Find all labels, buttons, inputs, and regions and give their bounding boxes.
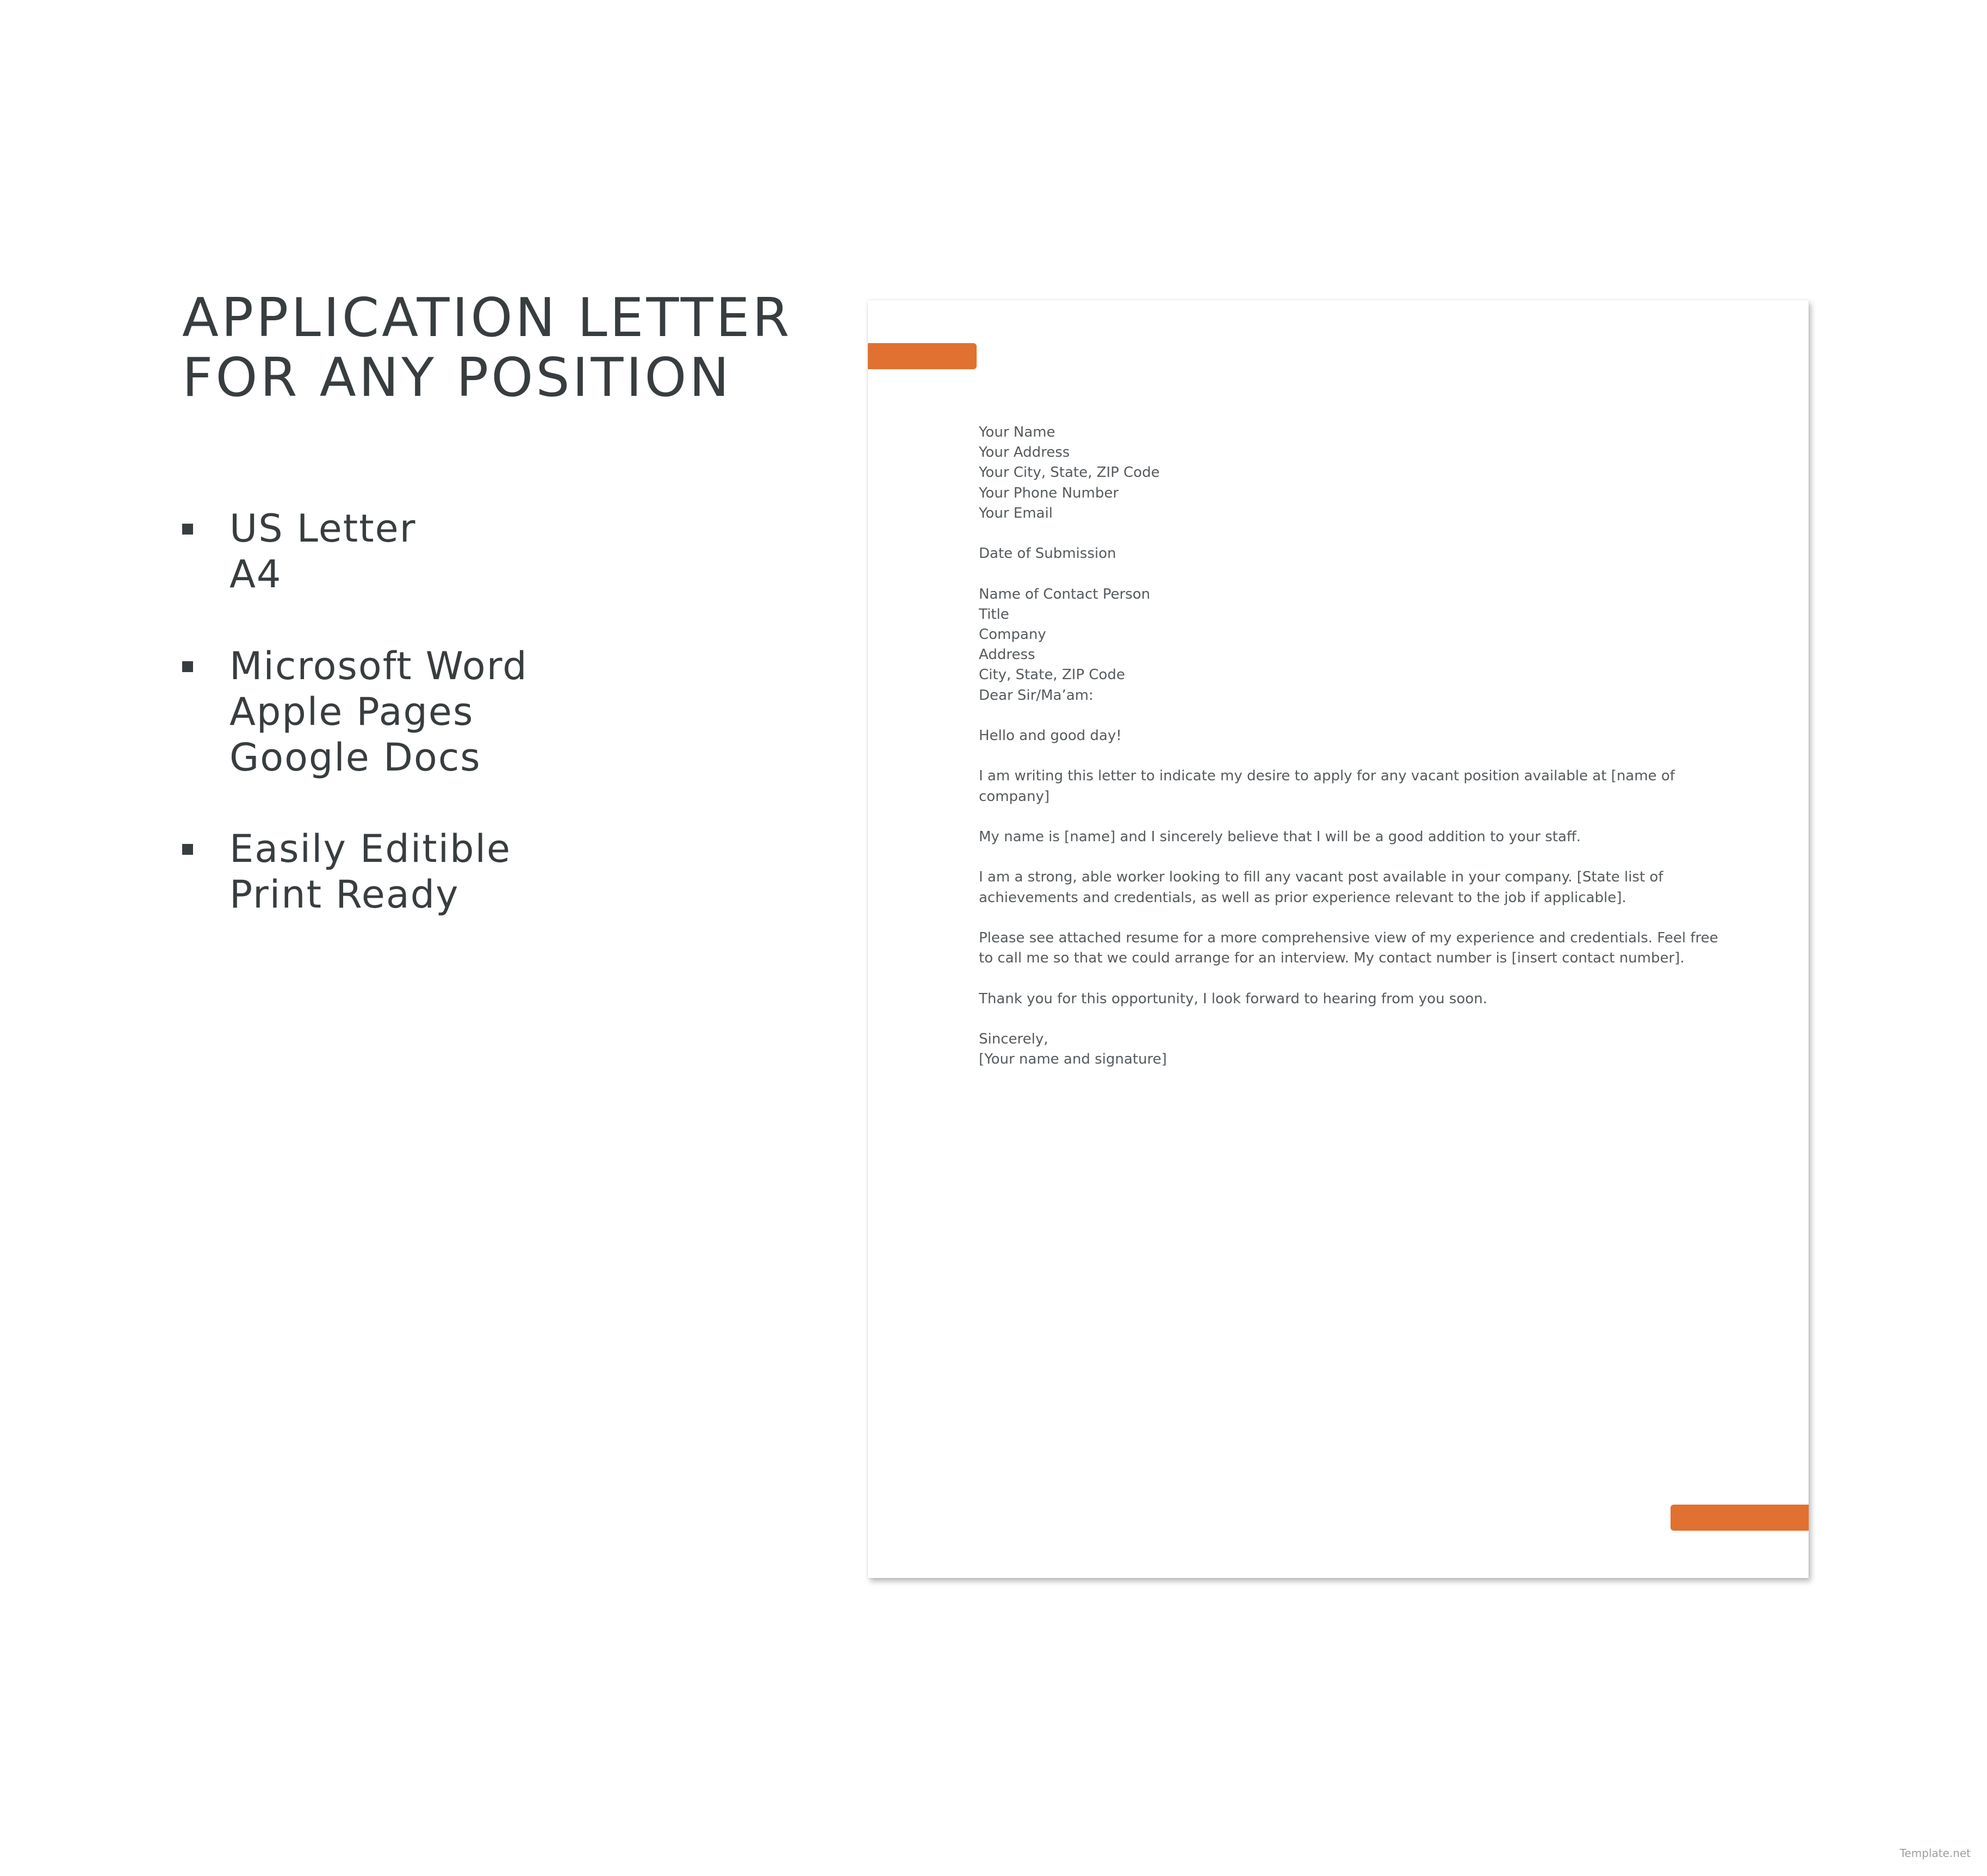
feature-item: Easily Editible [229,827,512,871]
body-paragraph: I am a strong, able worker looking to fill any vacant post available in your company. [State list of achievements and credentials, as well as prior experience relevant to the job if applicable]. [979,869,1663,906]
recipient-line: Company [979,626,1046,643]
sender-line: Your Name [979,424,1055,440]
signature: [Your name and signature] [979,1051,1167,1068]
accent-bar-top [868,343,977,369]
letter-body [979,423,1718,1090]
body-paragraph: My name is [name] and I sincerely believe that I will be a good addition to your staff. [979,828,1581,845]
bullet-icon [182,844,193,855]
bullet-icon [182,524,193,535]
body-paragraph: Thank you for this opportunity, I look forward to hearing from you soon. [979,990,1487,1007]
watermark: Template.net [1899,1847,1971,1860]
feature-item: US Letter [229,506,417,551]
feature-item: Apple Pages [229,689,474,734]
accent-bar-bottom [1671,1505,1809,1531]
title-line-2: FOR ANY POSITION [182,347,732,409]
body-paragraph: Please see attached resume for a more comprehensive view of my experience and credentials. Feel free to call me so that we could arrange for an interview. My contact number is [insert contact number]. [979,929,1718,967]
recipient-line: City, State, ZIP Code [979,667,1125,684]
bullet-icon [182,661,193,672]
letter-preview-page [868,300,1809,1578]
recipient-line: Address [979,647,1035,663]
recipient-line: Title [979,606,1009,623]
recipient-line: Name of Contact Person [979,586,1151,602]
closing: Sincerely, [979,1030,1048,1047]
greeting: Hello and good day! [979,728,1122,744]
closing-block [979,1029,1718,1070]
sender-line: Your City, State, ZIP Code [979,464,1160,481]
title-line-1: APPLICATION LETTER [182,287,792,349]
salutation: Dear Sir/Ma’am: [979,687,1094,704]
body-paragraph: I am writing this letter to indicate my desire to apply for any vacant position available at [name of company] [979,768,1675,805]
feature-item: Microsoft Word [229,644,528,688]
feature-item: Print Ready [229,872,460,917]
sender-block [979,423,1718,524]
sender-line: Your Email [979,505,1053,521]
recipient-block [979,585,1718,706]
feature-item: Google Docs [229,735,481,780]
sender-line: Your Address [979,444,1070,461]
feature-list [182,0,835,979]
sender-line: Your Phone Number [979,484,1119,501]
date-line: Date of Submission [979,545,1116,562]
feature-item: A4 [229,552,282,597]
